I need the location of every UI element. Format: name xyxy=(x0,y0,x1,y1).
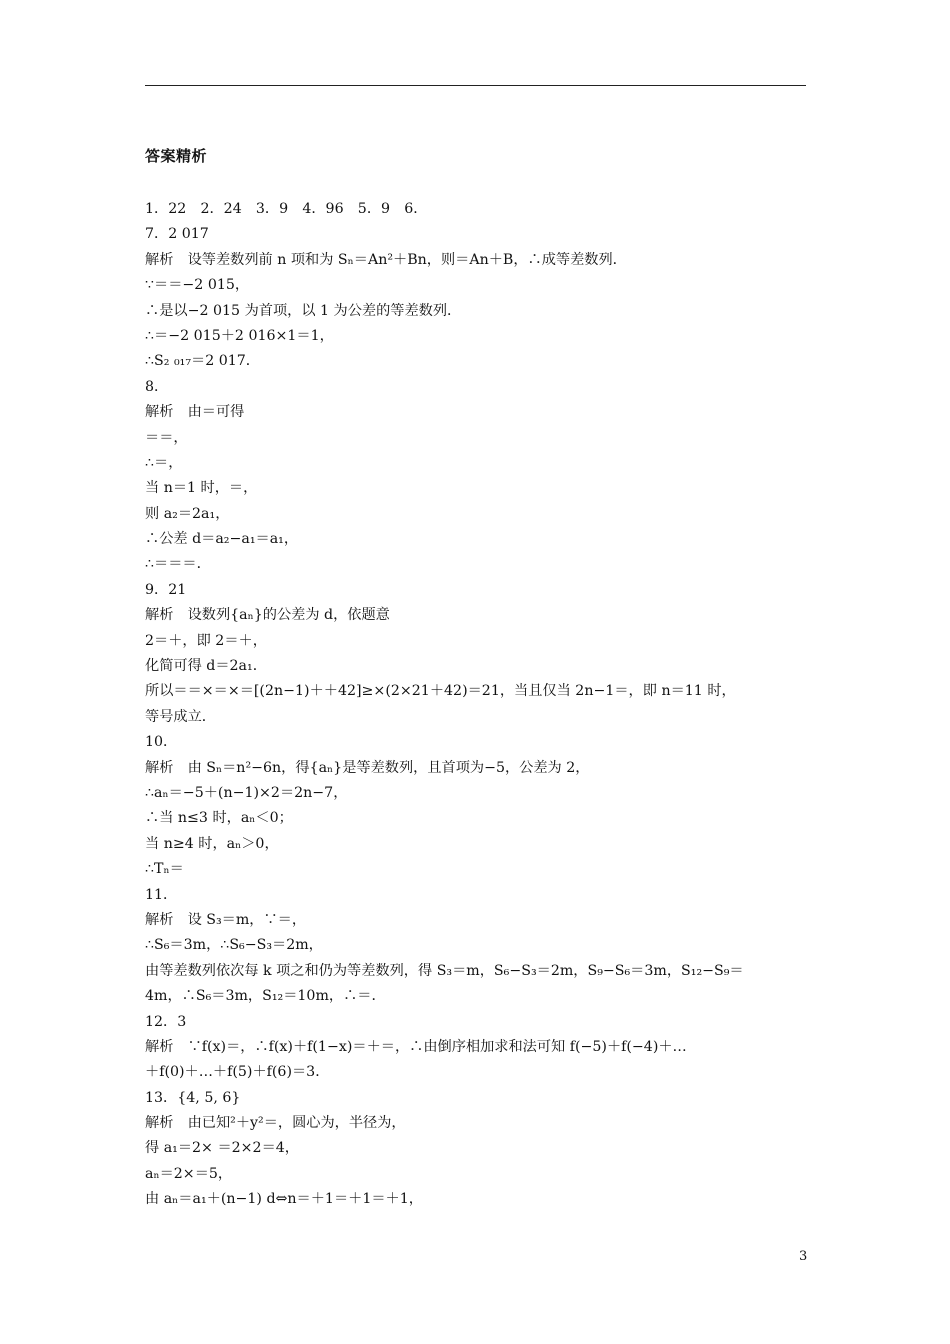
answer-line: 解析 由＝可得 xyxy=(145,404,245,421)
answer-line: 所以＝＝×＝×＝[(2n−1)＋＋42]≥×(2×21＋42)＝21，当且仅当 2n−1＝，即 n＝11 时， xyxy=(145,683,736,700)
answer-line: 解析 ∵f(x)＝，∴f(x)＋f(1−x)＝＋＝，∴由倒序相加求和法可知 f(−5)＋f(−4)＋… xyxy=(145,1038,687,1055)
answer-line: 由 aₙ＝a₁＋(n−1) d⇔n＝＋1＝＋1＝＋1， xyxy=(145,1191,423,1208)
answer-line: 由等差数列依次每 k 项之和仍为等差数列，得 S₃＝m，S₆−S₃＝2m，S₉−S₆＝3m，S₁₂−S₉＝ xyxy=(145,962,744,979)
answer-line: ∴Tₙ＝ xyxy=(145,861,184,878)
answer-line: 解析 设 S₃＝m，∵＝， xyxy=(145,911,307,928)
answer-line: 10． xyxy=(145,734,178,751)
answer-line: 当 n≥4 时，aₙ＞0， xyxy=(145,835,279,852)
answer-line: 13．{4, 5, 6} xyxy=(145,1089,241,1106)
answer-line: 当 n＝1 时，＝， xyxy=(145,480,258,497)
answer-content xyxy=(145,197,813,1213)
answer-line: 则 a₂＝2a₁， xyxy=(145,505,230,522)
section-heading: 答案精析 xyxy=(145,147,208,165)
answer-line: 11． xyxy=(145,886,178,903)
answer-line: 4m，∴S₆＝3m，S₁₂＝10m，∴＝． xyxy=(145,988,386,1005)
answer-line: ∴S₂ ₀₁₇＝2 017． xyxy=(145,353,260,370)
answer-line: 9．21 xyxy=(145,581,187,598)
answer-line: 12．3 xyxy=(145,1013,187,1030)
answer-line: ∴S₆＝3m，∴S₆−S₃＝2m， xyxy=(145,937,323,954)
answer-line: 2＝＋，即 2＝＋， xyxy=(145,632,267,649)
answer-line: ＝＝， xyxy=(145,429,188,446)
answer-line: ∴aₙ＝−5＋(n−1)×2＝2n−7， xyxy=(145,784,348,801)
answer-line: 化简可得 d＝2a₁． xyxy=(145,658,267,675)
page-number: 3 xyxy=(799,1249,808,1264)
answer-line: ＋f(0)＋…＋f(5)＋f(6)＝3． xyxy=(145,1064,330,1081)
answer-line: ∴＝＝＝． xyxy=(145,556,211,573)
answer-line: aₙ＝2×＝5， xyxy=(145,1165,233,1182)
answer-line: ∴＝， xyxy=(145,454,183,471)
answer-line: 解析 由已知²＋y²＝，圆心为，半径为， xyxy=(145,1115,406,1132)
answer-line: 解析 设数列{aₙ}的公差为 d，依题意 xyxy=(145,607,390,624)
answer-line: 8． xyxy=(145,378,169,395)
answer-line: ∵＝＝−2 015， xyxy=(145,277,250,294)
answer-line: ∴当 n≤3 时，aₙ＜0； xyxy=(145,810,293,827)
answer-line: 解析 设等差数列前 n 项和为 Sₙ＝An²＋Bn，则＝An＋B，∴成等差数列． xyxy=(145,251,627,268)
answer-line: 得 a₁＝2× ＝2×2＝4， xyxy=(145,1140,299,1157)
header-rule xyxy=(145,85,806,86)
answer-line: ∴公差 d＝a₂−a₁＝a₁， xyxy=(145,531,299,548)
answer-line: 7．2 017 xyxy=(145,226,209,243)
answer-line: ∴＝−2 015＋2 016×1＝1， xyxy=(145,327,334,344)
answer-line: 1．22 2．24 3．9 4．96 5．9 6． xyxy=(145,201,428,217)
answer-line: 解析 由 Sₙ＝n²−6n，得{aₙ}是等差数列，且首项为−5，公差为 2， xyxy=(145,759,590,776)
answer-line: ∴是以−2 015 为首项，以 1 为公差的等差数列． xyxy=(145,302,462,319)
answer-line: 等号成立． xyxy=(145,708,216,725)
